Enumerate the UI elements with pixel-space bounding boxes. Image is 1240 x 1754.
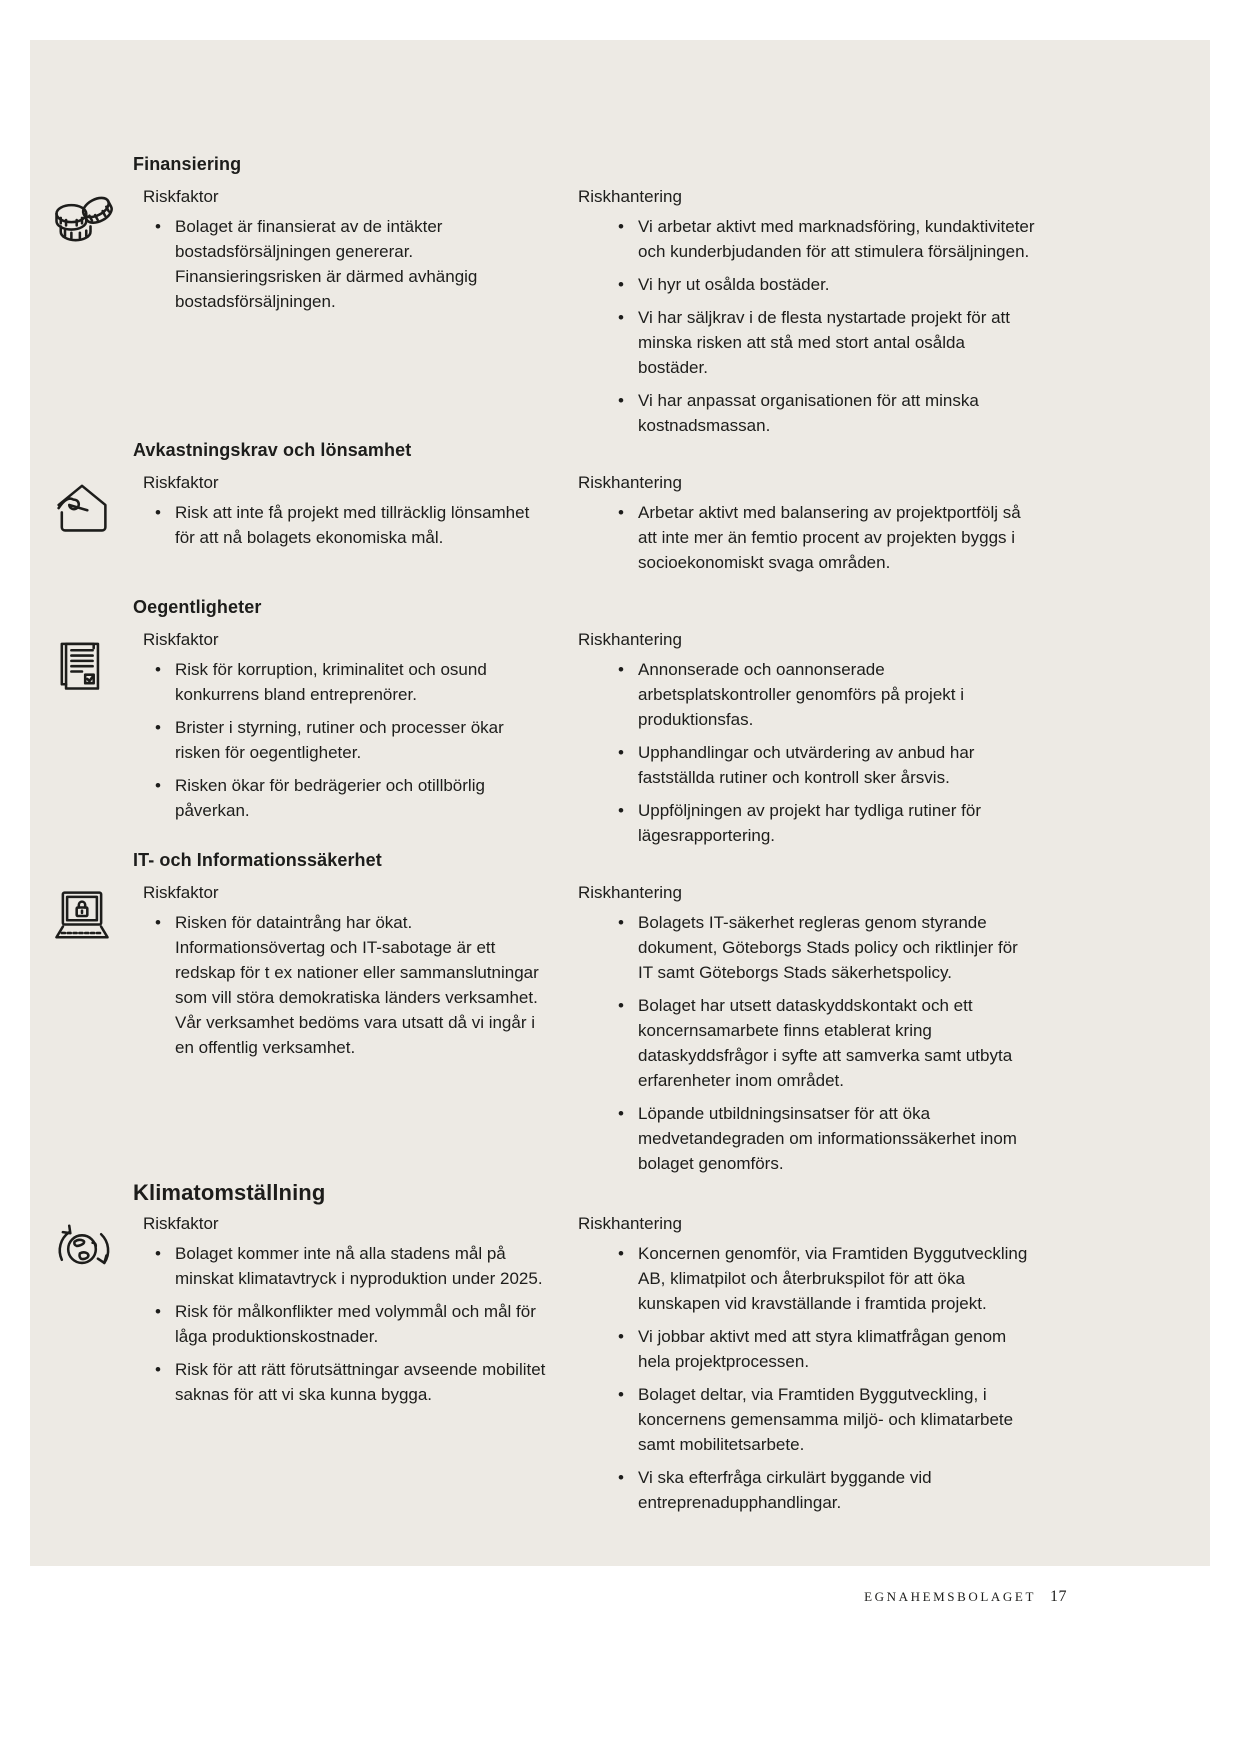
bullet-item: • Risk att inte få projekt med tillräcklig lönsamhet för att nå bolagets ekonomiska mål. [145,500,548,550]
section-title: Klimatomställning [133,1180,326,1205]
bullet-item: • Risk för målkonflikter med volymmål och mål för låga produktionskostnader. [145,1299,548,1349]
risk-management-list [608,500,1035,575]
bullet-item: • Bolagets IT-säkerhet regleras genom styrande dokument, Göteborgs Stads policy och riktlinjer för IT samt Göteborgs Stads säkerhetspolicy. [608,910,1035,985]
bullet-item: • Vi har anpassat organisationen för att minska kostnadsmassan. [608,388,1035,438]
risk-factor-label: Riskfaktor [143,187,219,206]
documents-icon [48,629,116,697]
coins-icon [48,186,116,254]
section-it-sakerhet [30,848,1210,1179]
page-number: 17 [1050,1588,1067,1605]
bullet-item: • Koncernen genomför, via Framtiden Byggutveckling AB, klimatpilot och återbrukspilot för att öka kunskapen vid kravställande i framtida projekt. [608,1241,1035,1316]
risk-factor-list [145,910,548,1060]
risk-management-label: Riskhantering [578,473,682,492]
bullet-item: • Upphandlingar och utvärdering av anbud har fastställda rutiner och kontroll sker årsvis. [608,740,1035,790]
risk-management-label: Riskhantering [578,1214,682,1233]
bullet-item: • Vi ska efterfråga cirkulärt byggande vid entreprenadupphandlingar. [608,1465,1035,1515]
bullet-item: • Vi jobbar aktivt med att styra klimatfrågan genom hela projektprocessen. [608,1324,1035,1374]
bullet-item: • Bolaget är finansierat av de intäkter bostadsförsäljningen genererar. Finansieringsrisken är därmed avhängig bostadsförsäljningen. [145,214,548,314]
laptop-lock-icon [48,882,116,950]
section-oegentligheter [30,595,1210,848]
risk-factor-list [145,657,548,823]
bullet-item: • Risken ökar för bedrägerier och otillbörlig påverkan. [145,773,548,823]
risk-management-label: Riskhantering [578,630,682,649]
bullet-item: • Annonserade och oannonserade arbetsplatskontroller genomförs på projekt i produktionsfas. [608,657,1035,732]
bullet-item: • Arbetar aktivt med balansering av projektportfölj så att inte mer än femtio procent av projekten byggs i socioekonomiskt svaga områden. [608,500,1035,575]
risk-management-list [608,1241,1035,1515]
bullet-item: • Bolaget deltar, via Framtiden Byggutveckling, i koncernens gemensamma miljö- och klimatarbete samt mobilitetsarbete. [608,1382,1035,1457]
risk-management-list [608,657,1035,848]
risk-factor-list [145,1241,548,1407]
bullet-item: • Vi arbetar aktivt med marknadsföring, kundaktiviteter och kunderbjudanden för att stimulera försäljningen. [608,214,1035,264]
section-title: Avkastningskrav och lönsamhet [133,440,412,460]
risk-factor-list [145,214,548,314]
bullet-item: • Uppföljningen av projekt har tydliga rutiner för lägesrapportering. [608,798,1035,848]
bullet-item: • Löpande utbildningsinsatser för att öka medvetandegraden om informationssäkerhet inom bolaget genomförs. [608,1101,1035,1176]
section-title: IT- och Informationssäkerhet [133,850,382,870]
section-avkastningskrav [30,438,1210,595]
risk-management-label: Riskhantering [578,883,682,902]
risk-factor-label: Riskfaktor [143,1214,219,1233]
bullet-item: • Risk för att rätt förutsättningar avseende mobilitet saknas för att vi ska kunna bygga. [145,1357,548,1407]
house-icon [48,472,116,540]
risk-factor-label: Riskfaktor [143,473,219,492]
bullet-item: • Bolaget har utsett dataskyddskontakt och ett koncernsamarbete finns etablerat kring dataskyddsfrågor i syfte att samverka samt utbyta erfarenheter inom området. [608,993,1035,1093]
risk-management-list [608,214,1035,438]
bullet-item: • Brister i styrning, rutiner och processer ökar risken för oegentligheter. [145,715,548,765]
risk-factor-list [145,500,548,550]
risk-factor-label: Riskfaktor [143,883,219,902]
bullet-item: • Risk för korruption, kriminalitet och osund konkurrens bland entreprenörer. [145,657,548,707]
section-title: Finansiering [133,154,242,174]
risk-management-list [608,910,1035,1176]
bullet-item: • Bolaget kommer inte nå alla stadens mål på minskat klimatavtryck i nyproduktion under 2025. [145,1241,548,1291]
section-klimatomstallning [30,1179,1210,1515]
section-finansiering [30,152,1210,438]
risk-management-label: Riskhantering [578,187,682,206]
section-title: Oegentligheter [133,597,262,617]
globe-recycle-icon [48,1213,116,1281]
bullet-item: • Vi hyr ut osålda bostäder. [608,272,1035,297]
risk-overview-panel [30,40,1210,1566]
bullet-item: • Vi har säljkrav i de flesta nystartade projekt för att minska risken att stå med stort antal osålda bostäder. [608,305,1035,380]
bullet-item: • Risken för dataintrång har ökat. Informationsövertag och IT-sabotage är ett redskap för t ex nationer eller sammanslutningar som vill störa demokratiska länders verksamhet. Vår verksamhet bedöms vara utsatt då vi ingår i en offentlig verksamhet. [145,910,548,1060]
company-name: EGNAHEMSBOLAGET [864,1589,1036,1604]
risk-factor-label: Riskfaktor [143,630,219,649]
page-footer [864,1588,1067,1606]
